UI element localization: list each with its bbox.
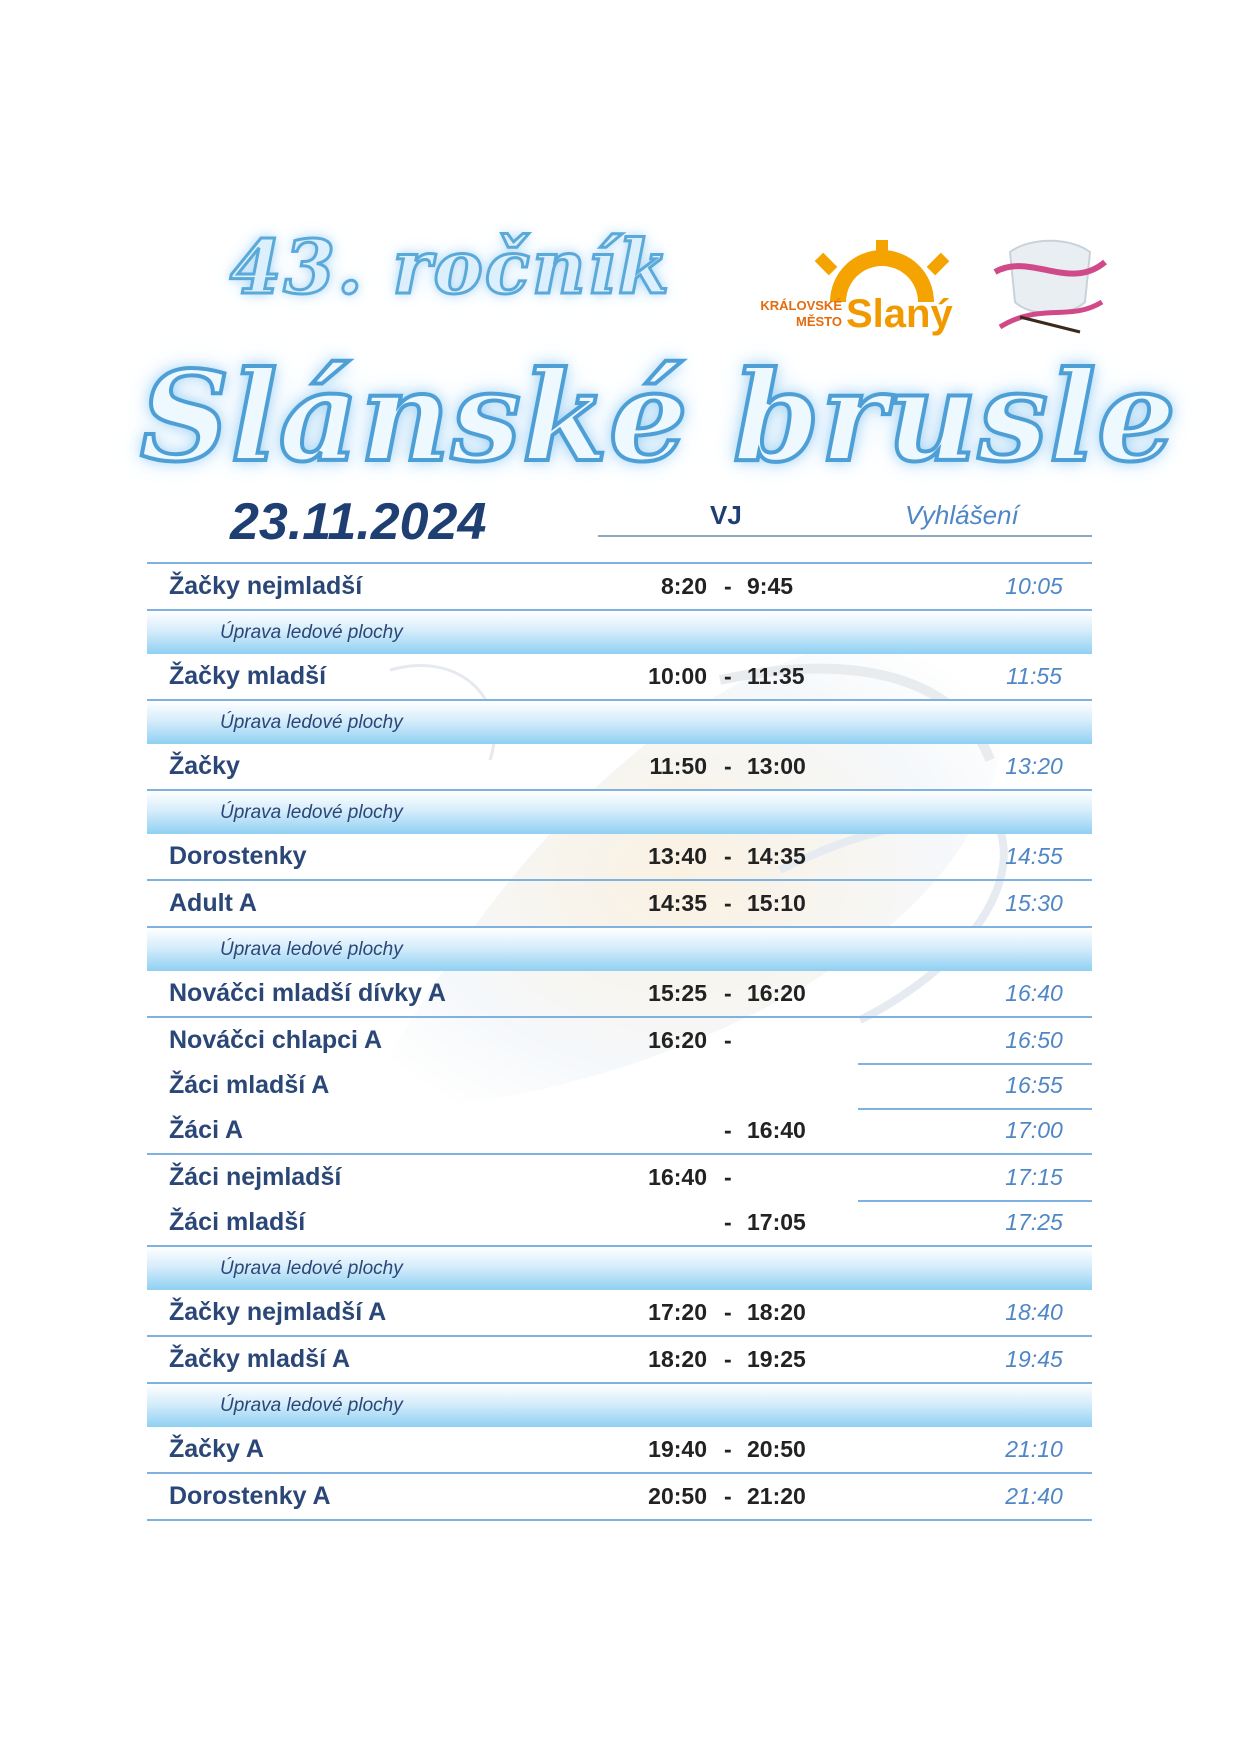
page-title: Slánské brusle (140, 345, 1177, 490)
time-separator: - (724, 843, 732, 869)
category-name: Žačky nejmladší A (169, 1298, 387, 1326)
ice-resurfacing-label: Úprava ledové plochy (220, 802, 403, 823)
ceremony-time: 21:10 (1005, 1436, 1063, 1462)
ceremony-time: 16:40 (1005, 980, 1063, 1006)
time-separator: - (724, 1117, 732, 1143)
category-row (147, 881, 1092, 928)
category-row (147, 971, 1092, 1018)
category-name: Žačky mladší (169, 662, 327, 690)
time-separator: - (724, 890, 732, 916)
start-time: 11:50 (649, 753, 707, 779)
category-name: Dorostenky (169, 842, 307, 870)
ice-resurfacing-label: Úprava ledové plochy (220, 1395, 403, 1416)
end-time: 17:05 (747, 1209, 806, 1235)
ice-resurfacing-label: Úprava ledové plochy (220, 1258, 403, 1279)
column-header-vyhlaseni: Vyhlášení (905, 500, 1019, 530)
category-row (147, 564, 1092, 611)
category-name: Nováčci chlapci A (169, 1026, 383, 1054)
time-separator: - (724, 663, 732, 689)
event-date: 23.11.2024 (230, 493, 487, 551)
ice-resurfacing-row (147, 611, 1092, 654)
ceremony-time: 17:25 (1005, 1209, 1063, 1235)
time-separator: - (724, 1483, 732, 1509)
time-separator: - (724, 1164, 732, 1190)
end-time: 9:45 (747, 573, 794, 599)
start-time: 17:20 (648, 1299, 707, 1325)
category-row (147, 1427, 1092, 1474)
logo-small-text: KRÁLOVSKÉ MĚSTO (760, 298, 842, 329)
column-header-vj: VJ (710, 500, 742, 530)
end-time: 21:20 (747, 1483, 806, 1509)
ceremony-time: 10:05 (1005, 573, 1063, 599)
time-separator: - (724, 1346, 732, 1372)
ice-resurfacing-label: Úprava ledové plochy (220, 622, 403, 643)
header-divider (598, 535, 1092, 537)
end-time: 13:00 (747, 753, 806, 779)
category-name: Žačky (169, 752, 240, 780)
category-row (147, 1018, 1092, 1063)
time-separator: - (724, 753, 732, 779)
time-separator: - (724, 1209, 732, 1235)
ice-resurfacing-row (147, 701, 1092, 744)
start-time: 14:35 (648, 890, 707, 916)
end-time: 19:25 (747, 1346, 806, 1372)
category-name: Nováčci mladší dívky A (169, 979, 446, 1007)
start-time: 16:20 (648, 1027, 707, 1053)
ice-resurfacing-row (147, 791, 1092, 834)
time-separator: - (724, 573, 732, 599)
start-time: 19:40 (648, 1436, 707, 1462)
ice-resurfacing-row (147, 928, 1092, 971)
start-time: 8:20 (660, 573, 707, 599)
end-time: 11:35 (747, 663, 805, 689)
ceremony-time: 17:15 (1005, 1164, 1063, 1190)
start-time: 15:25 (648, 980, 707, 1006)
ice-resurfacing-label: Úprava ledové plochy (220, 712, 403, 733)
category-row (147, 744, 1092, 791)
slany-logo (750, 240, 970, 350)
edition-heading: 43. ročník (230, 225, 672, 311)
category-row (147, 1108, 1092, 1155)
category-name: Žáci nejmladší (169, 1163, 342, 1191)
end-time: 18:20 (747, 1299, 806, 1325)
time-separator: - (724, 1027, 732, 1053)
category-row (147, 1200, 1092, 1247)
category-name: Žáci mladší A (169, 1071, 330, 1099)
ceremony-time: 14:55 (1005, 843, 1063, 869)
category-name: Adult A (169, 889, 257, 917)
time-separator: - (724, 1299, 732, 1325)
ceremony-time: 19:45 (1005, 1346, 1063, 1372)
category-name: Žačky A (169, 1435, 264, 1463)
logo-large-text: Slaný (846, 292, 953, 336)
skate-logo-icon (990, 232, 1110, 342)
category-row (147, 1063, 1092, 1108)
ceremony-time: 21:40 (1005, 1483, 1063, 1509)
end-time: 20:50 (747, 1436, 806, 1462)
category-name: Žačky nejmladší (169, 572, 363, 600)
start-time: 20:50 (648, 1483, 707, 1509)
category-name: Žáci A (169, 1116, 244, 1144)
start-time: 10:00 (648, 663, 707, 689)
category-name: Žačky mladší A (169, 1345, 351, 1373)
ceremony-time: 11:55 (1006, 663, 1062, 689)
category-row (147, 1337, 1092, 1384)
time-separator: - (724, 1436, 732, 1462)
ice-resurfacing-row (147, 1247, 1092, 1290)
ceremony-time: 16:50 (1005, 1027, 1063, 1053)
category-name: Dorostenky A (169, 1482, 331, 1510)
category-row (147, 654, 1092, 701)
time-separator: - (724, 980, 732, 1006)
start-time: 13:40 (648, 843, 707, 869)
category-name: Žáci mladší (169, 1208, 306, 1236)
category-row (147, 1155, 1092, 1200)
schedule-table (147, 562, 1092, 1521)
end-time: 16:40 (747, 1117, 806, 1143)
start-time: 18:20 (648, 1346, 707, 1372)
category-row (147, 1290, 1092, 1337)
ceremony-time: 15:30 (1005, 890, 1063, 916)
category-row (147, 834, 1092, 881)
category-row (147, 1474, 1092, 1521)
ceremony-time: 17:00 (1005, 1117, 1063, 1143)
ice-resurfacing-label: Úprava ledové plochy (220, 939, 403, 960)
start-time: 16:40 (648, 1164, 707, 1190)
ceremony-time: 13:20 (1005, 753, 1063, 779)
end-time: 14:35 (747, 843, 806, 869)
ceremony-time: 18:40 (1005, 1299, 1063, 1325)
end-time: 16:20 (747, 980, 806, 1006)
end-time: 15:10 (747, 890, 806, 916)
ceremony-time: 16:55 (1005, 1072, 1063, 1098)
ice-resurfacing-row (147, 1384, 1092, 1427)
